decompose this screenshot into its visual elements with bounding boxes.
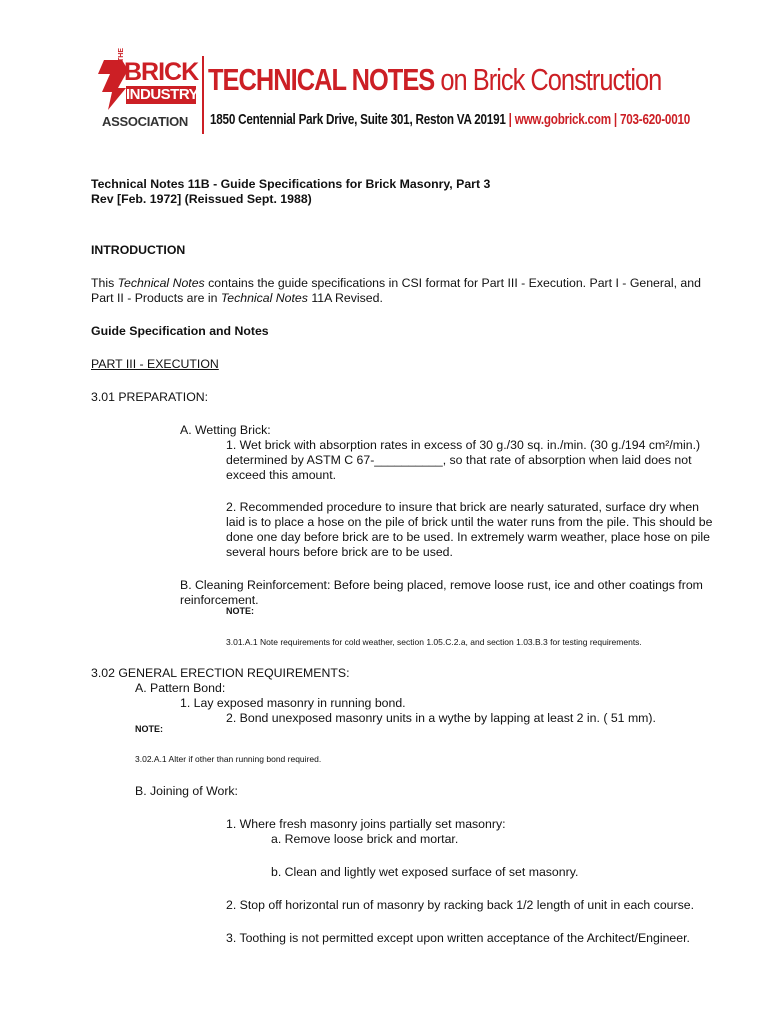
intro-paragraph-line-1: [91, 276, 701, 291]
guide-heading: Guide Specification and Notes: [91, 324, 269, 338]
header-title: [208, 62, 661, 98]
part-3-heading: PART III - EXECUTION: [91, 357, 219, 371]
item-3-02-A1: 1. Lay exposed masonry in running bond.: [180, 696, 406, 710]
header-title-rest: on Brick Construction: [434, 62, 662, 97]
item-3-01-B-line-1: B. Cleaning Reinforcement: Before being placed, remove loose rust, ice and other coatings from: [180, 578, 703, 592]
item-3-02-B1a: a. Remove loose brick and mortar.: [271, 832, 459, 846]
intro-italic: Technical Notes: [117, 276, 205, 290]
intro-text: contains the guide specifications in CSI format for Part III - Execution. Part I - General, and: [204, 276, 701, 290]
note-label: NOTE:: [135, 724, 163, 734]
doc-title-line-2: Rev [Feb. 1972] (Reissued Sept. 1988): [91, 192, 312, 206]
item-3-01-A1-line-1: 1. Wet brick with absorption rates in excess of 30 g./30 sq. in./min. (30 g./194 cm²/min.): [226, 438, 701, 452]
logo-association: ASSOCIATION: [102, 114, 189, 129]
intro-text: Part II - Products are in: [91, 291, 221, 305]
logo-industry: INDUSTRY: [126, 86, 199, 103]
header-divider: [202, 56, 204, 134]
item-3-02-B1b: b. Clean and lightly wet exposed surface of set masonry.: [271, 865, 579, 879]
item-3-01-A2-line-2: laid is to place a hose on the pile of brick until the water runs from the pile. This should be: [226, 515, 713, 529]
bia-logo: [98, 48, 199, 132]
item-3-01-A: A. Wetting Brick:: [180, 423, 271, 437]
logo-brick: BRICK: [124, 58, 199, 86]
item-3-02-B: B. Joining of Work:: [135, 784, 238, 798]
item-3-01-A2-line-3: done one day before brick are to be used. In extremely warm weather, place hose on pile: [226, 530, 710, 544]
header-website-link[interactable]: www.gobrick.com: [514, 111, 611, 128]
header-sep-1: |: [505, 111, 515, 128]
item-3-01-A2-line-1: 2. Recommended procedure to insure that brick are nearly saturated, surface dry when: [226, 500, 699, 514]
header-contact: [210, 111, 690, 129]
header-address: 1850 Centennial Park Drive, Suite 301, Reston VA 20191: [210, 111, 506, 128]
logo-the: THE: [118, 48, 125, 62]
note-3-02: 3.02.A.1 Alter if other than running bond required.: [135, 754, 322, 764]
item-3-02-A2: 2. Bond unexposed masonry units in a wythe by lapping at least 2 in. ( 51 mm).: [226, 711, 656, 725]
section-3-02: 3.02 GENERAL ERECTION REQUIREMENTS:: [91, 666, 350, 680]
section-3-01: 3.01 PREPARATION:: [91, 390, 209, 404]
header-phone: 703-620-0010: [619, 111, 691, 128]
intro-italic: Technical Notes: [220, 291, 308, 305]
note-label: NOTE:: [226, 606, 254, 616]
item-3-02-B2: 2. Stop off horizontal run of masonry by racking back 1/2 length of unit in each course.: [226, 898, 695, 912]
item-3-01-B-line-2: reinforcement.: [180, 593, 259, 607]
item-3-02-B3: 3. Toothing is not permitted except upon written acceptance of the Architect/Engineer.: [226, 931, 690, 945]
item-3-01-A1-line-2: determined by ASTM C 67-__________, so that rate of absorption when laid does not: [226, 453, 692, 467]
item-3-02-A: A. Pattern Bond:: [135, 681, 226, 695]
intro-text: This: [91, 276, 118, 290]
item-3-01-A1-line-3: exceed this amount.: [226, 468, 337, 482]
header-title-bold: TECHNICAL NOTES: [208, 62, 435, 97]
note-3-01: 3.01.A.1 Note requirements for cold weather, section 1.05.C.2.a, and section 1.03.B.3 for testing requirements.: [226, 637, 642, 647]
intro-heading: INTRODUCTION: [91, 243, 186, 257]
item-3-02-B1: 1. Where fresh masonry joins partially set masonry:: [226, 817, 506, 831]
header-sep-2: |: [610, 111, 620, 128]
intro-paragraph-line-2: [91, 291, 383, 306]
intro-text: 11A Revised.: [307, 291, 383, 305]
item-3-01-A2-line-4: several hours before brick are to be used.: [226, 545, 453, 559]
doc-title-line-1: Technical Notes 11B - Guide Specifications for Brick Masonry, Part 3: [91, 177, 491, 191]
